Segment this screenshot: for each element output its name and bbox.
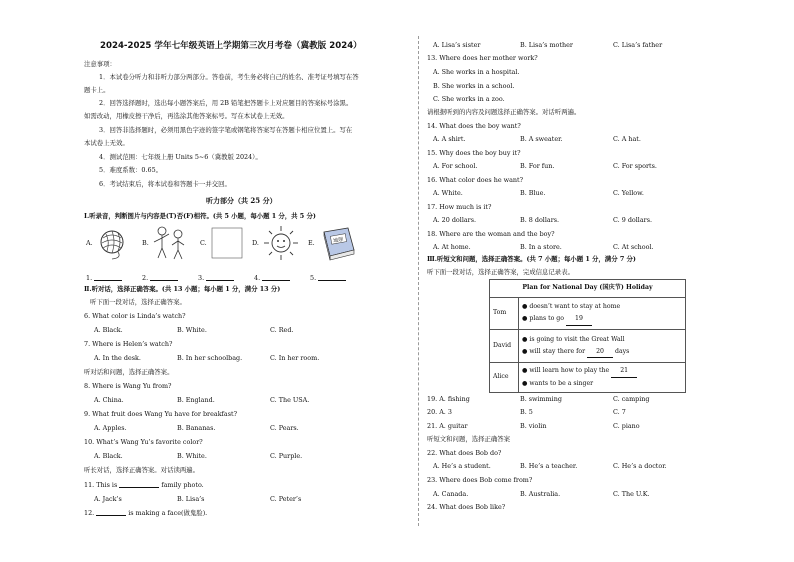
- option-13a[interactable]: A. She works in a hospital.: [433, 68, 520, 76]
- option-20c[interactable]: C. 7: [613, 408, 626, 416]
- option-22b[interactable]: B. He’s a teacher.: [520, 462, 578, 470]
- question-7: 7. Where is Helen’s watch?: [84, 340, 173, 348]
- part2-heading: Ⅱ.听对话，选择正确答案。(共 13 小题；每小题 1 分，满分 13 分): [84, 285, 281, 293]
- section-intro: 听长对话，选择正确答案。对话读两遍。: [84, 466, 200, 474]
- picture-label: B.: [142, 239, 149, 247]
- sun-icon: [262, 224, 300, 262]
- question-24: 24. What does Bob like?: [427, 503, 506, 511]
- row-details: ● doesn’t want to stay at home ● plans to go 19: [519, 298, 686, 330]
- picture-row: [84, 224, 414, 264]
- page-title: 2024-2025 学年七年级英语上学期第三次月考卷（冀教版 2024）: [100, 41, 362, 51]
- question-10: 10. What’s Wang Yu’s favorite color?: [84, 438, 203, 446]
- fill-blank-21[interactable]: 21: [611, 365, 637, 378]
- option-9b[interactable]: B. Bananas.: [177, 424, 216, 432]
- notice-line: 4．测试范围：七年级上册 Units 5~6（冀教版 2024）。: [99, 153, 262, 161]
- option-21c[interactable]: C. piano: [613, 422, 640, 430]
- fill-blank-11[interactable]: [119, 487, 159, 488]
- option-9a[interactable]: A. Apples.: [94, 424, 127, 432]
- question-14: 14. What does the boy want?: [427, 122, 521, 130]
- notice-line: 本试卷上无效。: [84, 139, 129, 147]
- question-9: 9. What fruit does Wang Yu have for breakfast?: [84, 410, 238, 418]
- answer-blank-1[interactable]: 1.: [86, 275, 122, 281]
- option-19b[interactable]: B. swimming: [520, 395, 562, 403]
- option-16c[interactable]: C. Yellow.: [613, 189, 644, 197]
- question-16: 16. What color does he want?: [427, 176, 524, 184]
- option-12c[interactable]: C. Lisa’s father: [613, 41, 663, 49]
- option-11a[interactable]: A. Jack’s: [94, 495, 122, 503]
- answer-blank-4[interactable]: 4.: [254, 275, 290, 281]
- answer-blank-5[interactable]: 5.: [310, 275, 346, 281]
- option-6a[interactable]: A. Black.: [94, 326, 123, 334]
- part1-heading: Ⅰ.听录音，判断图片与内容是(T)否(F)相符。(共 5 小题，每小题 1 分，共 5 分): [84, 212, 316, 220]
- option-17c[interactable]: C. 9 dollars.: [613, 216, 653, 224]
- row-details: ● will learn how to play the 21 ● wants to be a singer: [519, 363, 686, 393]
- option-12a[interactable]: A. Lisa’s sister: [433, 41, 481, 49]
- notice-line: 如需改动，用橡皮擦干净后，再选涂其他答案标号。写在本试卷上无效。: [84, 112, 289, 120]
- question-6: 6. What color is Linda’s watch?: [84, 312, 186, 320]
- option-14c[interactable]: C. A hat.: [613, 135, 641, 143]
- option-8c[interactable]: C. The USA.: [270, 396, 310, 404]
- section-intro: 听下面一段对话，选择正确答案，完成信息记录表。: [427, 268, 574, 276]
- listening-section-title: 听力部分（共 25 分）: [206, 196, 277, 205]
- option-7c[interactable]: C. In her room.: [270, 354, 320, 362]
- option-10c[interactable]: C. Purple.: [270, 452, 303, 460]
- option-6b[interactable]: B. White.: [177, 326, 207, 334]
- children-pointing-icon: [150, 224, 190, 262]
- picture-a: [84, 224, 144, 264]
- option-19a[interactable]: 19. A. fishing: [427, 395, 470, 403]
- table-title: Plan for National Day (国庆节) Holiday: [490, 280, 686, 298]
- option-7b[interactable]: B. In her schoolbag.: [177, 354, 243, 362]
- picture-label: C.: [200, 239, 207, 247]
- notice-line: 2．回答选择题时，选出每小题答案后，用 2B 铅笔把答题卡上对应题目的答案标号涂黑。: [99, 99, 353, 107]
- table-row: [490, 330, 686, 363]
- picture-e: [308, 224, 378, 264]
- question-11: 11. This is family photo.: [84, 481, 204, 489]
- option-11b[interactable]: B. Lisa’s: [177, 495, 205, 503]
- option-16a[interactable]: A. White.: [433, 189, 463, 197]
- option-23c[interactable]: C. The U.K.: [613, 490, 650, 498]
- question-13: 13. Where does her mother work?: [427, 54, 538, 62]
- row-name: Tom: [490, 298, 519, 330]
- option-7a[interactable]: A. In the desk.: [94, 354, 141, 362]
- option-6c[interactable]: C. Red.: [270, 326, 294, 334]
- yarn-ball-icon: [98, 228, 128, 260]
- question-15: 15. Why does the boy buy it?: [427, 149, 521, 157]
- book-title-text: 地理: [332, 236, 344, 245]
- table-row: [490, 298, 686, 330]
- question-12: 12. is making a face(做鬼脸).: [84, 509, 208, 517]
- holiday-plan-table: [489, 279, 686, 393]
- question-8: 8. Where is Wang Yu from?: [84, 382, 172, 390]
- option-22c[interactable]: C. He’s a doctor.: [613, 462, 667, 470]
- fill-blank-19[interactable]: 19: [566, 313, 592, 326]
- option-18c[interactable]: C. At school.: [613, 243, 654, 251]
- option-10b[interactable]: B. White.: [177, 452, 207, 460]
- picture-label: D.: [252, 239, 259, 247]
- part3-heading: Ⅲ.听短文和问题，选择正确答案。(共 7 小题；每小题 1 分，满分 7 分): [427, 255, 636, 263]
- option-8a[interactable]: A. China.: [94, 396, 124, 404]
- table-row: [490, 363, 686, 393]
- option-16b[interactable]: B. Blue.: [520, 189, 546, 197]
- column-divider: [418, 36, 419, 526]
- picture-label: E.: [308, 239, 315, 247]
- option-15a[interactable]: A. For school.: [433, 162, 478, 170]
- option-20a[interactable]: 20. A. 3: [427, 408, 452, 416]
- notice-line: 6．考试结束后，将本试卷和答题卡一并交回。: [99, 180, 231, 188]
- option-17a[interactable]: A. 20 dollars.: [433, 216, 477, 224]
- picture-d: [252, 224, 308, 264]
- row-name: David: [490, 330, 519, 363]
- option-22a[interactable]: A. He’s a student.: [433, 462, 491, 470]
- question-17: 17. How much is it?: [427, 203, 492, 211]
- picture-label: A.: [86, 239, 93, 247]
- option-15b[interactable]: B. For fun.: [520, 162, 555, 170]
- option-21b[interactable]: B. violin: [520, 422, 547, 430]
- option-8b[interactable]: B. England.: [177, 396, 215, 404]
- option-19c[interactable]: C. camping: [613, 395, 650, 403]
- row-name: Alice: [490, 363, 519, 393]
- question-23: 23. Where does Bob come from?: [427, 476, 533, 484]
- picture-b: [142, 224, 202, 264]
- notice-line: 题卡上。: [84, 86, 110, 94]
- answer-blank-2[interactable]: 2.: [142, 275, 178, 281]
- answer-blank-3[interactable]: 3.: [198, 275, 234, 281]
- notice-line: 5．难度系数：0.65。: [99, 166, 163, 174]
- option-17b[interactable]: B. 8 dollars.: [520, 216, 560, 224]
- option-11c[interactable]: C. Peter’s: [270, 495, 302, 503]
- option-13c[interactable]: C. She works in a zoo.: [433, 95, 505, 103]
- question-22: 22. What does Bob do?: [427, 449, 502, 457]
- option-18b[interactable]: B. In a store.: [520, 243, 562, 251]
- section-intro: 请根据听到的内容及问题选择正确答案。对话听两遍。: [427, 108, 581, 116]
- notice-line: 3．回答非选择题时，必须用黑色字迹的签字笔或钢笔将答案写在答题卡相应位置上。写在: [99, 126, 353, 134]
- option-23b[interactable]: B. Australia.: [520, 490, 561, 498]
- section-intro: 听对话和问题，选择正确答案。: [84, 368, 174, 376]
- option-9c[interactable]: C. Pears.: [270, 424, 299, 432]
- picture-c: [200, 224, 260, 264]
- option-21a[interactable]: 21. A. guitar: [427, 422, 468, 430]
- section-intro: 听下面一段对话，选择正确答案。: [90, 298, 186, 306]
- fill-blank-12[interactable]: [96, 515, 126, 516]
- question-18: 18. Where are the woman and the boy?: [427, 230, 555, 238]
- notice-heading: 注意事项：: [84, 60, 116, 68]
- blank-paper-icon: [210, 226, 246, 260]
- geography-book-icon: [318, 226, 358, 262]
- row-details: ● is going to visit the Great Wall ● will stay there for 20 days: [519, 330, 686, 363]
- option-23a[interactable]: A. Canada.: [433, 490, 469, 498]
- option-20b[interactable]: B. 5: [520, 408, 533, 416]
- notice-line: 1．本试卷分听力和非听力部分两部分。答卷前，考生务必将自己的姓名、准考证号填写在答: [99, 73, 359, 81]
- option-13b[interactable]: B. She works in a school.: [433, 82, 515, 90]
- option-18a[interactable]: A. At home.: [433, 243, 471, 251]
- option-15c[interactable]: C. For sports.: [613, 162, 657, 170]
- option-10a[interactable]: A. Black.: [94, 452, 123, 460]
- section-intro: 听短文和问题，选择正确答案: [427, 435, 511, 443]
- fill-blank-20[interactable]: 20: [587, 346, 613, 359]
- option-14a[interactable]: A. A shirt.: [433, 135, 466, 143]
- option-14b[interactable]: B. A sweater.: [520, 135, 563, 143]
- option-12b[interactable]: B. Lisa’s mother: [520, 41, 573, 49]
